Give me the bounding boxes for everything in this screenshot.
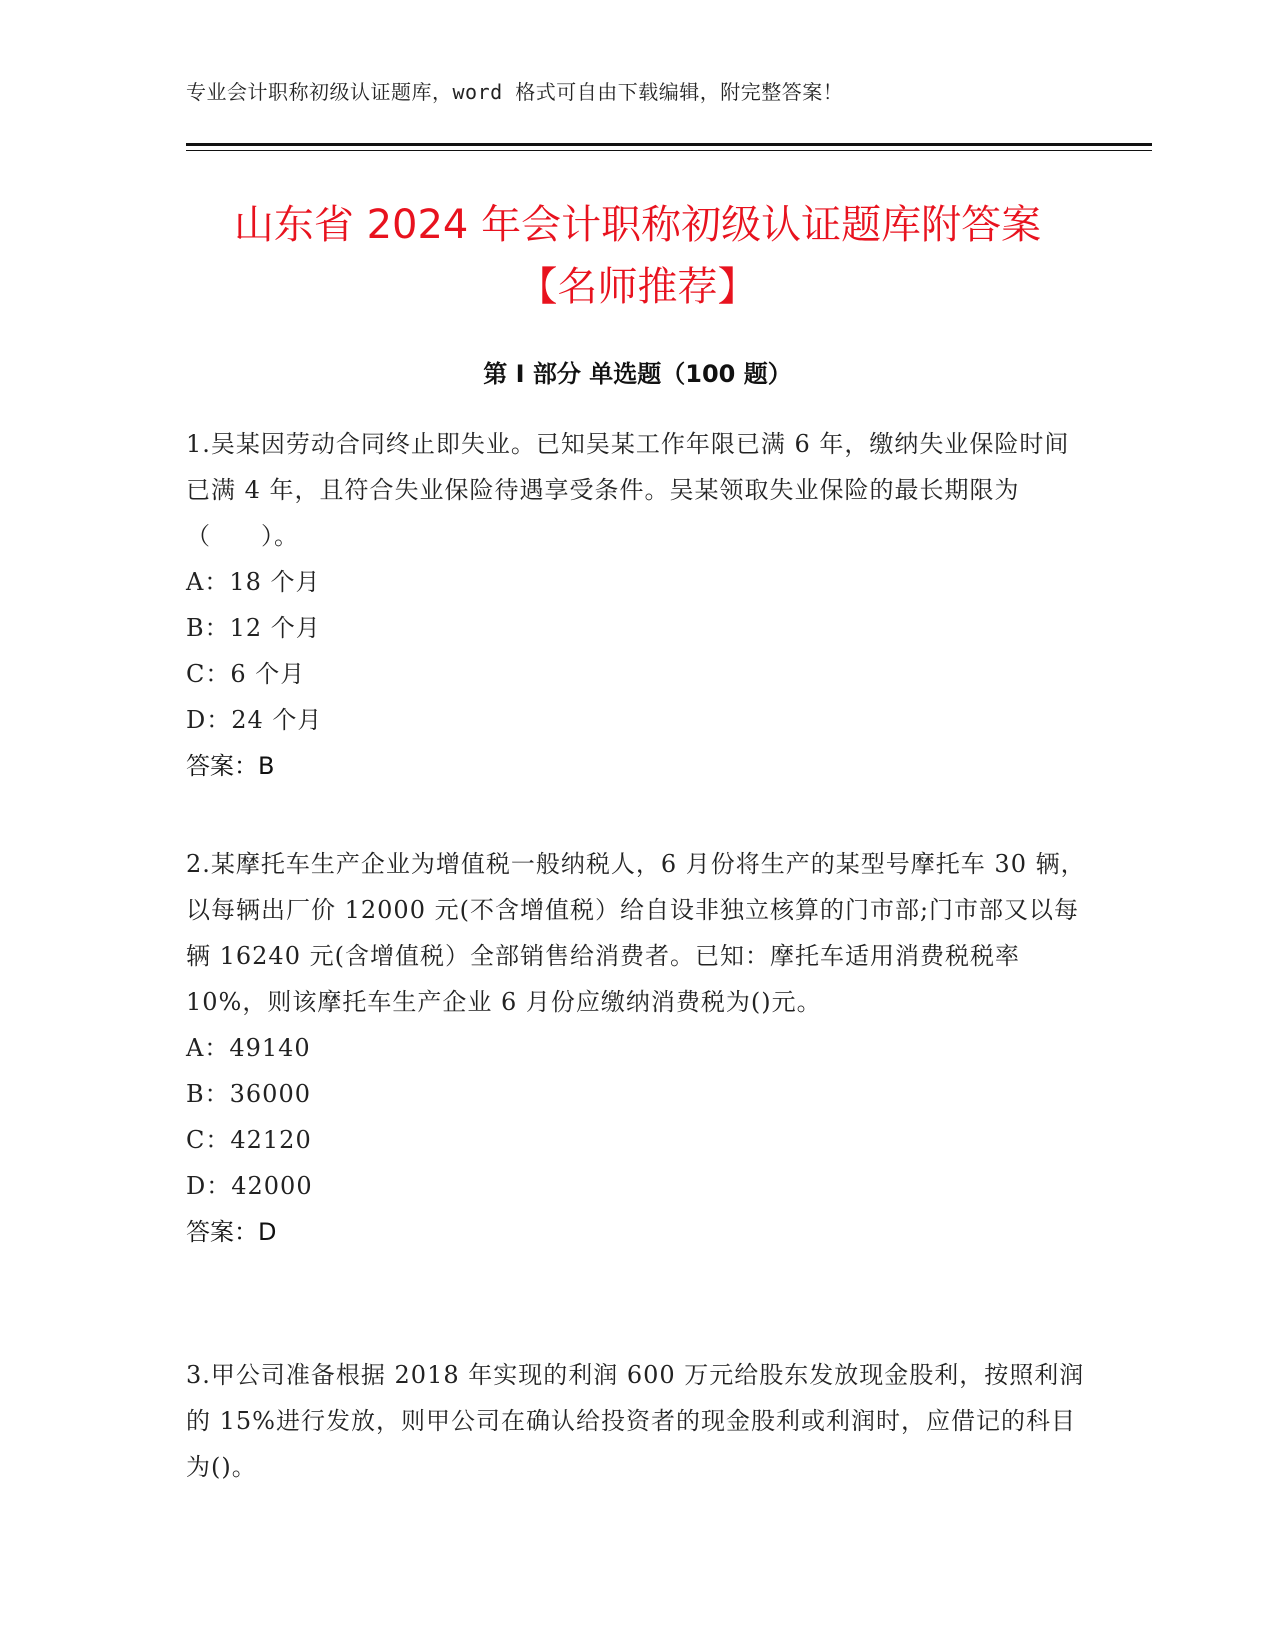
- section-heading: 第 I 部分 单选题（100 题）: [483, 360, 792, 388]
- document-title-line1: 山东省 2024 年会计职称初级认证题库附答案: [233, 202, 1042, 248]
- question-stem: 3.甲公司准备根据 2018 年实现的利润 600 万元给股东发放现金股利，按照利润的 15%进行发放，则甲公司在确认给投资者的现金股利或利润时，应借记的科目为()。: [186, 1361, 1085, 1481]
- page-header: 专业会计职称初级认证题库，word 格式可自由下载编辑，附完整答案！: [186, 80, 844, 104]
- option-d: D：24 个月: [186, 706, 323, 734]
- document-title: [150, 194, 1125, 318]
- option-a: A：49140: [186, 1034, 311, 1062]
- header-rule-thin: [186, 150, 1152, 151]
- question-2: [186, 841, 1086, 1255]
- answer: 答案：D: [186, 1218, 277, 1246]
- option-c: C：6 个月: [186, 660, 306, 688]
- question-1: [186, 421, 1086, 789]
- question-stem: 2.某摩托车生产企业为增值税一般纳税人，6 月份将生产的某型号摩托车 30 辆，以每辆出厂价 12000 元(不含增值税）给自设非独立核算的门市部;门市部又以每辆 16240 元(含增值税）全部销售给消费者。已知：摩托车适用消费税税率 10%，则该摩托车生产企业 6 月份应缴纳消费税为()元。: [186, 850, 1086, 1016]
- option-d: D：42000: [186, 1172, 313, 1200]
- option-c: C：42120: [186, 1126, 312, 1154]
- document-title-line2: 【名师推荐】: [517, 264, 758, 310]
- question-stem: 1.吴某因劳动合同终止即失业。已知吴某工作年限已满 6 年，缴纳失业保险时间已满 4 年，且符合失业保险待遇享受条件。吴某领取失业保险的最长期限为（ ）。: [186, 430, 1070, 550]
- option-b: B：12 个月: [186, 614, 321, 642]
- option-b: B：36000: [186, 1080, 311, 1108]
- question-3: [186, 1352, 1086, 1490]
- header-rule-thick: [186, 143, 1152, 146]
- option-a: A：18 个月: [186, 568, 321, 596]
- answer: 答案：B: [186, 752, 275, 780]
